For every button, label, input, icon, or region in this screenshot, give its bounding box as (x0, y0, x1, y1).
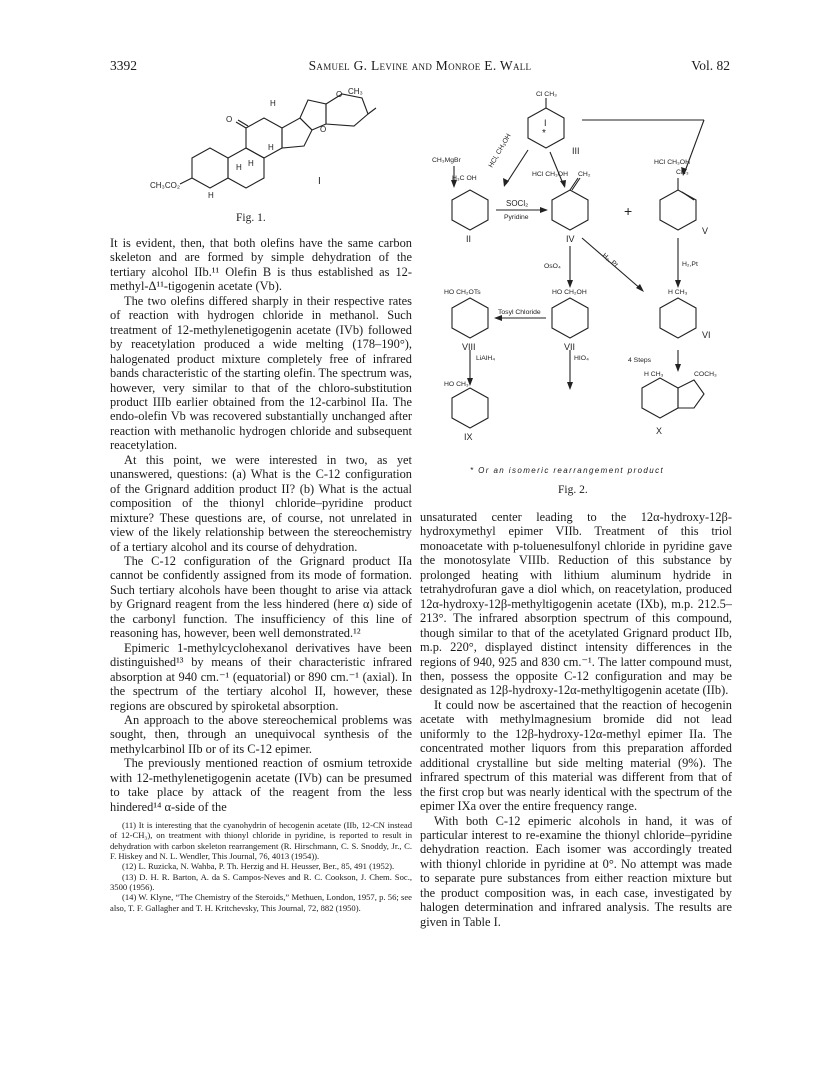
reagent-hcl-1: HCl, CH₃OH (487, 132, 513, 169)
fig1-ch3-label: CH₃ (348, 87, 363, 96)
reagent-tosyl: Tosyl Chloride (498, 309, 541, 316)
right-column (420, 510, 732, 929)
group-ch3-V: CH₃ (676, 169, 689, 176)
figure-2-scheme (432, 88, 732, 458)
footnote-13: (13) D. H. R. Barton, A. da S. Campos-Neves and R. C. Cookson, J. Chem. Soc., 3500 (1956). (110, 871, 412, 892)
fig2-label-IX: IX (464, 432, 473, 442)
group-ho-ch3: HO CH₃ (444, 381, 469, 388)
footnote-11: (11) It is interesting that the cyanohydrin of hecogenin acetate (IIb, 12-CN instead of 12-CH₃), on treatment with thionyl chloride in pyridine, is reported to result in dehydration with carbon skeleton rearrangement (R. Hirschmann, C. S. Snoddy, Jr., C. F. Hiskey and N. L. Wendler, This Journal, 76, 4013 (1954)). (110, 820, 412, 862)
reagent-hcl-3: HCl CH₃OH (654, 159, 690, 166)
plus-sign: + (624, 203, 633, 219)
running-header (110, 58, 730, 78)
fig2-label-VII: VII (564, 342, 576, 352)
fig1-o-ring-label: O (336, 90, 343, 99)
fig2-label-VIII: VIII (462, 342, 476, 352)
reagent-hio4: HIO₄ (574, 355, 589, 362)
fig1-h-label: H (270, 99, 276, 108)
right-paragraph-2: It could now be ascertained that the reaction of hecogenin acetate with methylmagnesium bromide did not lead uniformly to the 12β-hydroxy-12α-methyl epimer IIa. The concentrated mother liquors from this preparation afforded additional crystalline but side melting material (9%). The infrared spectrum of this material was different from that of the first crop but was nearly identical with the spectrum of the epimer IXa over the entire frequency range. (420, 697, 732, 814)
figure-2-caption: Fig. 2. (558, 484, 588, 496)
fig2-label-I-top: I (544, 118, 547, 128)
left-paragraph-5: Epimeric 1-methylcyclohexanol derivatives have been distinguished¹³ by means of their characteristic infrared absorption at 940 cm.⁻¹ (equatorial) or 890 cm.⁻¹ (axial). In the spectrum of the tertiary alcohol II, however, these regions are obscured by spiroketal absorption. (110, 640, 412, 713)
reagent-4steps: 4 Steps (628, 357, 652, 364)
fig2-label-III: III (572, 146, 580, 156)
footnote-12: (12) L. Ruzicka, N. Wahba, P. Th. Herzig and H. Heusser, Ber., 85, 491 (1952). (122, 861, 395, 872)
figure-1-structure (150, 86, 380, 206)
fig2-label-V: V (702, 226, 709, 236)
right-paragraph-1: unsaturated center leading to the 12α-hydroxy-12β-hydroxymethyl epimer VIIb. Treatment of this triol monoacetate with p-toluenesulfonyl chloride in pyridine gave the monotosylate VIIIb. Reduction of this substance by prolonged heating with lithium aluminum hydride in tetrahydrofuran gave a diol which, on reacetylation, produced 12α-hydroxy-12β-methyltigogenin acetate (IXb), m.p. 212.5–213°. The infrared absorption spectrum of this compound, though similar to that of the acetylated Grignard product IIb, m.p. 220°, displayed distinct intensity differences in the regions of 940, 925 and 830 cm.⁻¹. The latter compound must, then, possess the opposite C-12 configuration and may be designated as 12β-hydroxy-12α-methyltigogenin acetate (IIb). (420, 510, 732, 698)
fig1-h-label-5: H (208, 191, 214, 200)
figure-1-caption: Fig. 1. (236, 212, 266, 224)
left-paragraph-7: The previously mentioned reaction of osmium tetroxide with 12-methylenetigogenin acetate (IVb) can be presumed to take place by attack of the reagent from the less hindered¹⁴ α-side of the (110, 756, 412, 814)
fig1-h-label-2: H (268, 143, 274, 152)
group-cl-ch3: Cl CH₃ (536, 91, 557, 98)
group-h-ch3-X: H CH₃ (644, 371, 664, 378)
running-title: Samuel G. Levine and Monroe E. Wall (308, 58, 532, 73)
fig2-label-X: X (656, 426, 663, 436)
group-ho-ch2ots: HO CH₂OTs (444, 289, 481, 296)
fig1-h-label-4: H (236, 163, 242, 172)
footnotes (110, 820, 412, 913)
footnote-14: (14) W. Klyne, “The Chemistry of the Steroids,” Methuen, London, 1957, p. 56; see also, T. F. Gallagher and T. H. Kritchevsky, This Journal, 72, 882 (1950). (110, 892, 412, 913)
reagent-h2pt-2: H₂,Pt (682, 261, 698, 268)
reagent-oso4: OsO₄ (544, 263, 561, 270)
fig2-label-II: II (466, 234, 472, 244)
right-paragraph-3: With both C-12 epimeric alcohols in hand, it was of particular interest to re-examine the thionyl chloride–pyridine dehydration reaction. Each isomer was accordingly treated with thionyl chloride in pyridine at 0°. No attempt was made to separate pure substances from either reaction mixture but the product composition was, in each case, investigated by halogen determination and infrared analysis. The results are given in Table I. (420, 813, 732, 929)
volume-label: Vol. 82 (691, 58, 730, 73)
left-paragraph-6: An approach to the above stereochemical problems was sought, then, through an unequivocal synthesis of the methylcarbinol IIb or of its C-12 epimer. (110, 712, 412, 756)
reagent-lialh4: LiAlH₄ (476, 355, 496, 362)
group-h3c-oh: H₃C OH (452, 175, 477, 182)
group-ch2: CH₂ (578, 171, 591, 178)
reagent-socl2: SOCl₂ (506, 199, 529, 208)
reagent-h2pt-1: H₂, Pt (600, 252, 619, 269)
fig1-keto-label: O (226, 115, 233, 124)
fig2-label-VI: VI (702, 330, 711, 340)
group-coch3: COCH₃ (694, 371, 717, 378)
left-paragraph-4: The C-12 configuration of the Grignard product IIa cannot be confidently assigned from its mode of formation. Such tertiary alcohols have been thought to arise via attack by Grignard reagent from the less hindered (here α) side of the carbonyl function. The insufficiency of this line of reasoning has, however, been well demonstrated.¹² (110, 553, 412, 641)
left-paragraph-3: At this point, we were interested in two, as yet unanswered, questions: (a) What is the C-12 configuration of the Grignard addition product II? (b) What is the actual composition of the thionyl chloride–pyridine product mixture? These questions are, of course, not unrelated in view of the likely relationship between the stereochemistry of a tertiary alcohol and its course of dehydration. (110, 452, 412, 554)
group-star: * (542, 128, 546, 139)
reagent-hcl-2: HCl CH₃OH (532, 171, 568, 178)
group-ho-ch2oh: HO CH₂OH (552, 289, 587, 296)
left-paragraph-2: The two olefins differed sharply in their respective rates of reaction with hydrogen chloride in methanol. Such treatment of 12-methylenetigogenin acetate (IVb) followed by reacetylation produced a wide melting (178–190°), halogenated product mixture completely free of infrared bands characteristic of the starting olefin. The spectrum was, however, very similar to that of the chloro-substitution product IIIb earlier obtained from the 12-carbinol IIa. The endo-olefin Vb was recovered substantially unchanged after reaction with methanolic hydrogen chloride and subsequent reacetylation. (110, 293, 412, 453)
figure-2-footnote: * Or an isomeric rearrangement product (470, 466, 665, 475)
fig1-h-label-3: H (248, 159, 254, 168)
left-column (110, 236, 412, 913)
fig1-compound-label: I (318, 176, 321, 187)
page-number: 3392 (110, 58, 137, 73)
fig1-acetate-label: CH₃CO₂ (150, 181, 180, 190)
fig2-label-IV: IV (566, 234, 575, 244)
group-h-ch3-VI: H CH₃ (668, 289, 688, 296)
reagent-grignard: CH₃MgBr (432, 157, 461, 164)
reagent-pyridine: Pyridine (504, 214, 529, 221)
fig1-o-furan-label: O (320, 125, 327, 134)
left-paragraph-1: It is evident, then, that both olefins have the same carbon skeleton and are formed by simple dehydration of the tertiary alcohol IIb.¹¹ Olefin B is thus established as 12-methyl-Δ¹¹-tigogenin acetate (Vb). (110, 236, 412, 294)
